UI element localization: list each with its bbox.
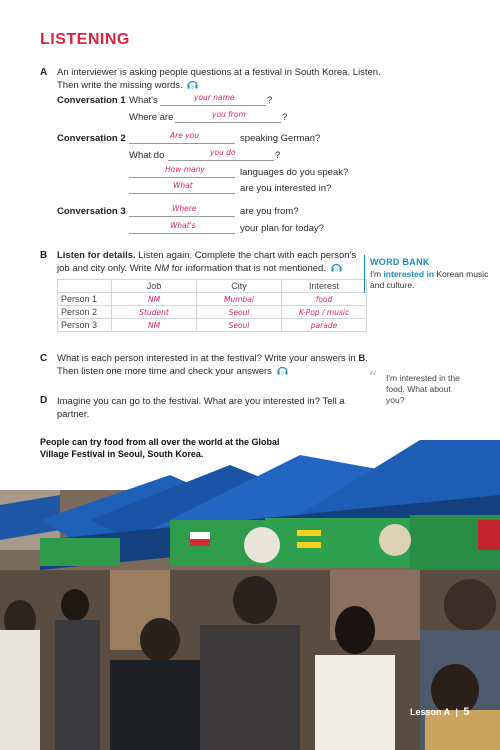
audio-icon[interactable] [277,366,288,375]
word-bank-pre: I'm [370,269,384,279]
row-person-label: Person 1 [58,293,112,306]
conv3-q1-answer: Where [172,204,197,213]
festival-photo [0,420,500,750]
row-job-cell[interactable]: NM [112,319,197,332]
part-a-line2: Then write the missing words. [57,80,183,91]
part-c-instructions [57,352,377,378]
row-interest-cell[interactable]: K-Pop / music [282,306,367,319]
part-d-text: Imagine you can go to the festival. What are you interested in? Tell a partner. [57,396,345,420]
conv2-q3-suffix: languages do you speak? [240,167,349,178]
row-person-label: Person 3 [58,319,112,332]
conv1-q2-prefix: Where are [129,112,174,123]
part-b-nm: NM [154,263,170,274]
chart-header-city: City [197,280,282,293]
part-b-bold-intro: Listen for details. [57,250,136,261]
part-b-line2-pre: job and city only. Write [57,263,155,274]
conv2-q2-suffix: ? [275,150,281,161]
table-row [58,293,367,306]
conv3-q1-suffix: are you from? [240,206,299,217]
conv2-q2-answer: you do [210,148,236,157]
conv1-q1-prefix: What's [129,95,158,106]
conv1-q1-suffix: ? [267,95,273,106]
word-bank-key-phrase: interested in [383,269,434,279]
audio-icon[interactable] [187,80,198,89]
conv1-q2-answer: you from [212,110,246,119]
word-bank-text [370,269,490,291]
row-city-cell[interactable]: Mumbai [197,293,282,306]
part-a-line1: An interviewer is asking people questions at a festival in South Korea. Listen. [57,67,381,78]
word-bank-rule [364,255,365,293]
part-c-letter: C [40,353,48,364]
part-c-line2: Then listen one more time and check your answers [57,366,272,377]
part-c-line1-pre: What is each person interested in at the festival? Write your answers in [57,353,359,364]
conv3-q2-suffix: your plan for today? [240,223,324,234]
conversation-2-label: Conversation 2 [57,133,126,144]
word-bank-title: WORD BANK [370,257,430,267]
chart-header-job: Job [112,280,197,293]
photo-caption: People can try food from all over the world at the Global Village Festival in Seoul, South Korea. [40,437,280,459]
speech-bubble: I'm interested in the food. What about you? [386,373,460,405]
footer-divider: | [455,707,458,717]
audio-track-number: 3 [191,84,195,89]
part-a-letter: A [40,67,48,78]
part-b-letter: B [40,250,48,261]
row-interest-cell[interactable]: parade [282,319,367,332]
row-job-cell[interactable]: Student [112,306,197,319]
row-city-cell[interactable]: Seoul [197,319,282,332]
part-c-line1-post: . [365,353,368,364]
part-b-line2-post: for information that is not mentioned. [169,263,326,274]
word-bank-post: Korean music and culture. [370,269,489,290]
audio-track-number: 3 [280,370,284,375]
part-b-instructions [57,249,362,275]
page-footer [410,706,470,718]
chart-header-blank [58,280,112,293]
part-c-bold-b: B [358,353,366,364]
footer-lesson: Lesson A [410,707,450,717]
chart-header-interest: Interest [282,280,367,293]
audio-icon[interactable] [331,263,342,272]
conv2-q1-suffix: speaking German? [240,133,321,144]
conv2-q1-answer: Are you [170,131,199,140]
row-person-label: Person 2 [58,306,112,319]
conv1-q2-suffix: ? [282,112,288,123]
conv3-q2-answer: What's [170,221,196,230]
conversation-1-label: Conversation 1 [57,95,126,106]
conv2-q3-answer: How many [165,165,205,174]
section-title: LISTENING [40,31,130,48]
quote-mark-icon: “ [368,368,378,389]
chart-header-row [58,280,367,293]
table-row [58,319,367,332]
part-b-line1: Listen again. Complete the chart with each person's [135,250,357,261]
row-city-cell[interactable]: Seoul [197,306,282,319]
part-a-instructions [57,66,387,92]
conv1-q1-answer: your name [194,93,235,102]
conv2-q2-prefix: What do [129,150,165,161]
details-chart [57,279,367,332]
row-interest-cell[interactable]: food [282,293,367,306]
conv2-q4-answer: What [173,181,193,190]
footer-page-number: 5 [463,706,470,718]
row-job-cell[interactable]: NM [112,293,197,306]
part-d-letter: D [40,395,48,406]
conv2-q4-suffix: are you interested in? [240,183,332,194]
table-row [58,306,367,319]
conversation-3-label: Conversation 3 [57,206,126,217]
audio-track-number: 3 [334,267,338,272]
